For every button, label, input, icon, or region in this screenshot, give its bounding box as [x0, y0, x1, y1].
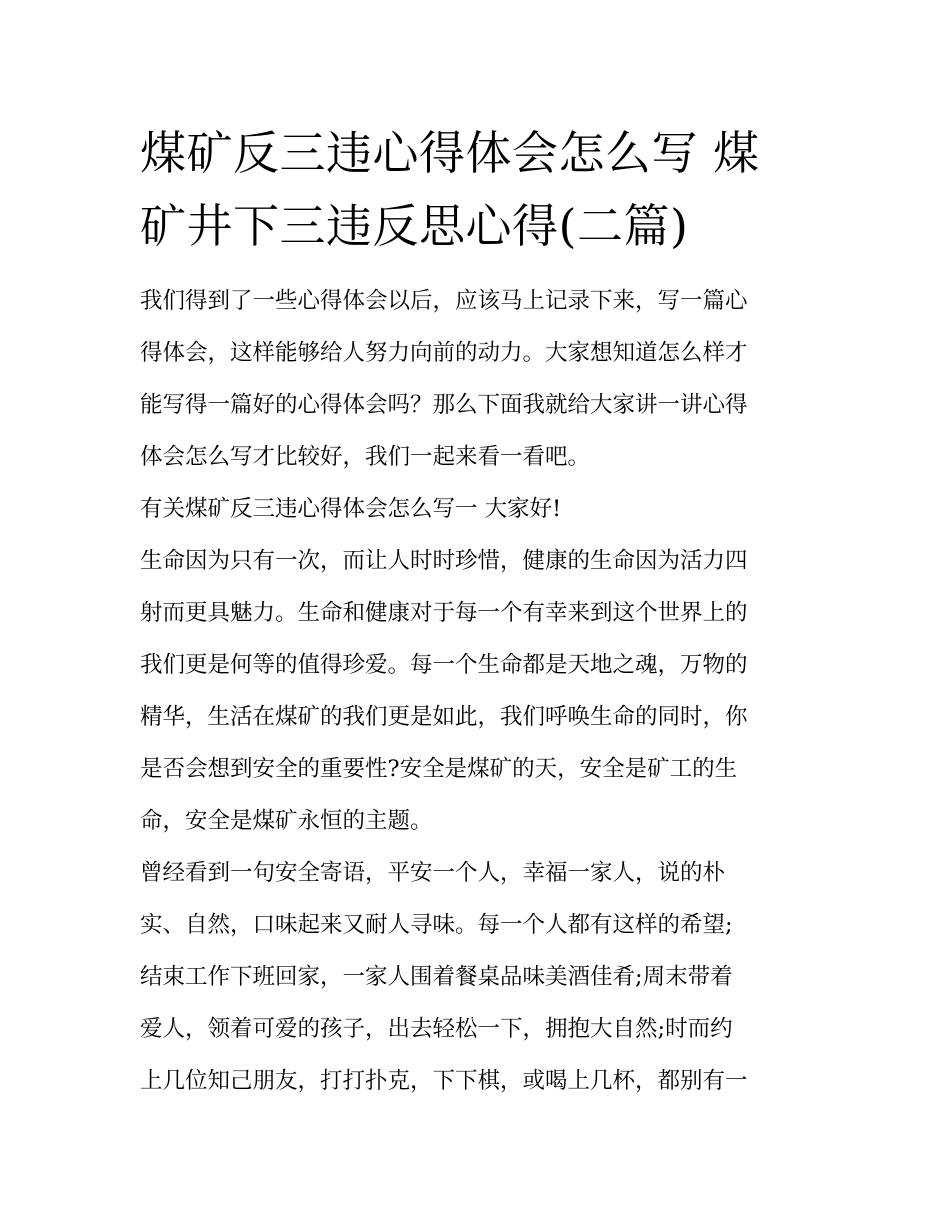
- document-body: [140, 275, 820, 1107]
- body-line-10: 是否会想到安全的重要性?安全是煤矿的天，安全是矿工的生: [140, 756, 738, 782]
- body-line-6: 生命因为只有一次，而让人时时珍惜，健康的生命因为活力四: [140, 548, 748, 574]
- body-line-11: 命，安全是煤矿永恒的主题。: [140, 808, 433, 834]
- title-line-2: 矿井下三违反思心得(二篇): [140, 199, 689, 253]
- body-line-5: 有关煤矿反三违心得体会怎么写一 大家好!: [140, 496, 562, 522]
- body-line-9: 精华，生活在煤矿的我们更是如此，我们呼唤生命的同时，你: [140, 704, 748, 730]
- body-line-12: 曾经看到一句安全寄语，平安一个人，幸福一家人，说的朴: [140, 860, 726, 886]
- body-line-13: 实、自然，口味起来又耐人寻味。每一个人都有这样的希望;: [140, 912, 733, 938]
- body-line-8: 我们更是何等的值得珍爱。每一个生命都是天地之魂，万物的: [140, 652, 748, 678]
- body-line-2: 得体会，这样能够给人努力向前的动力。大家想知道怎么样才: [140, 340, 748, 366]
- body-line-1: 我们得到了一些心得体会以后，应该马上记录下来，写一篇心: [140, 288, 748, 314]
- body-line-4: 体会怎么写才比较好，我们一起来看一看吧。: [140, 444, 591, 470]
- body-line-7: 射而更具魅力。生命和健康对于每一个有幸来到这个世界上的: [140, 600, 748, 626]
- body-line-3: 能写得一篇好的心得体会吗？那么下面我就给大家讲一讲心得: [140, 392, 748, 418]
- body-line-15: 爱人，领着可爱的孩子，出去轻松一下，拥抱大自然;时而约: [140, 1016, 733, 1042]
- document-title: [140, 117, 820, 263]
- body-line-14: 结束工作下班回家，一家人围着餐桌品味美酒佳肴;周末带着: [140, 964, 733, 990]
- title-line-1: 煤矿反三违心得体会怎么写 煤: [140, 126, 760, 180]
- body-line-16: 上几位知己朋友，打打扑克，下下棋，或喝上几杯，都别有一: [140, 1068, 748, 1094]
